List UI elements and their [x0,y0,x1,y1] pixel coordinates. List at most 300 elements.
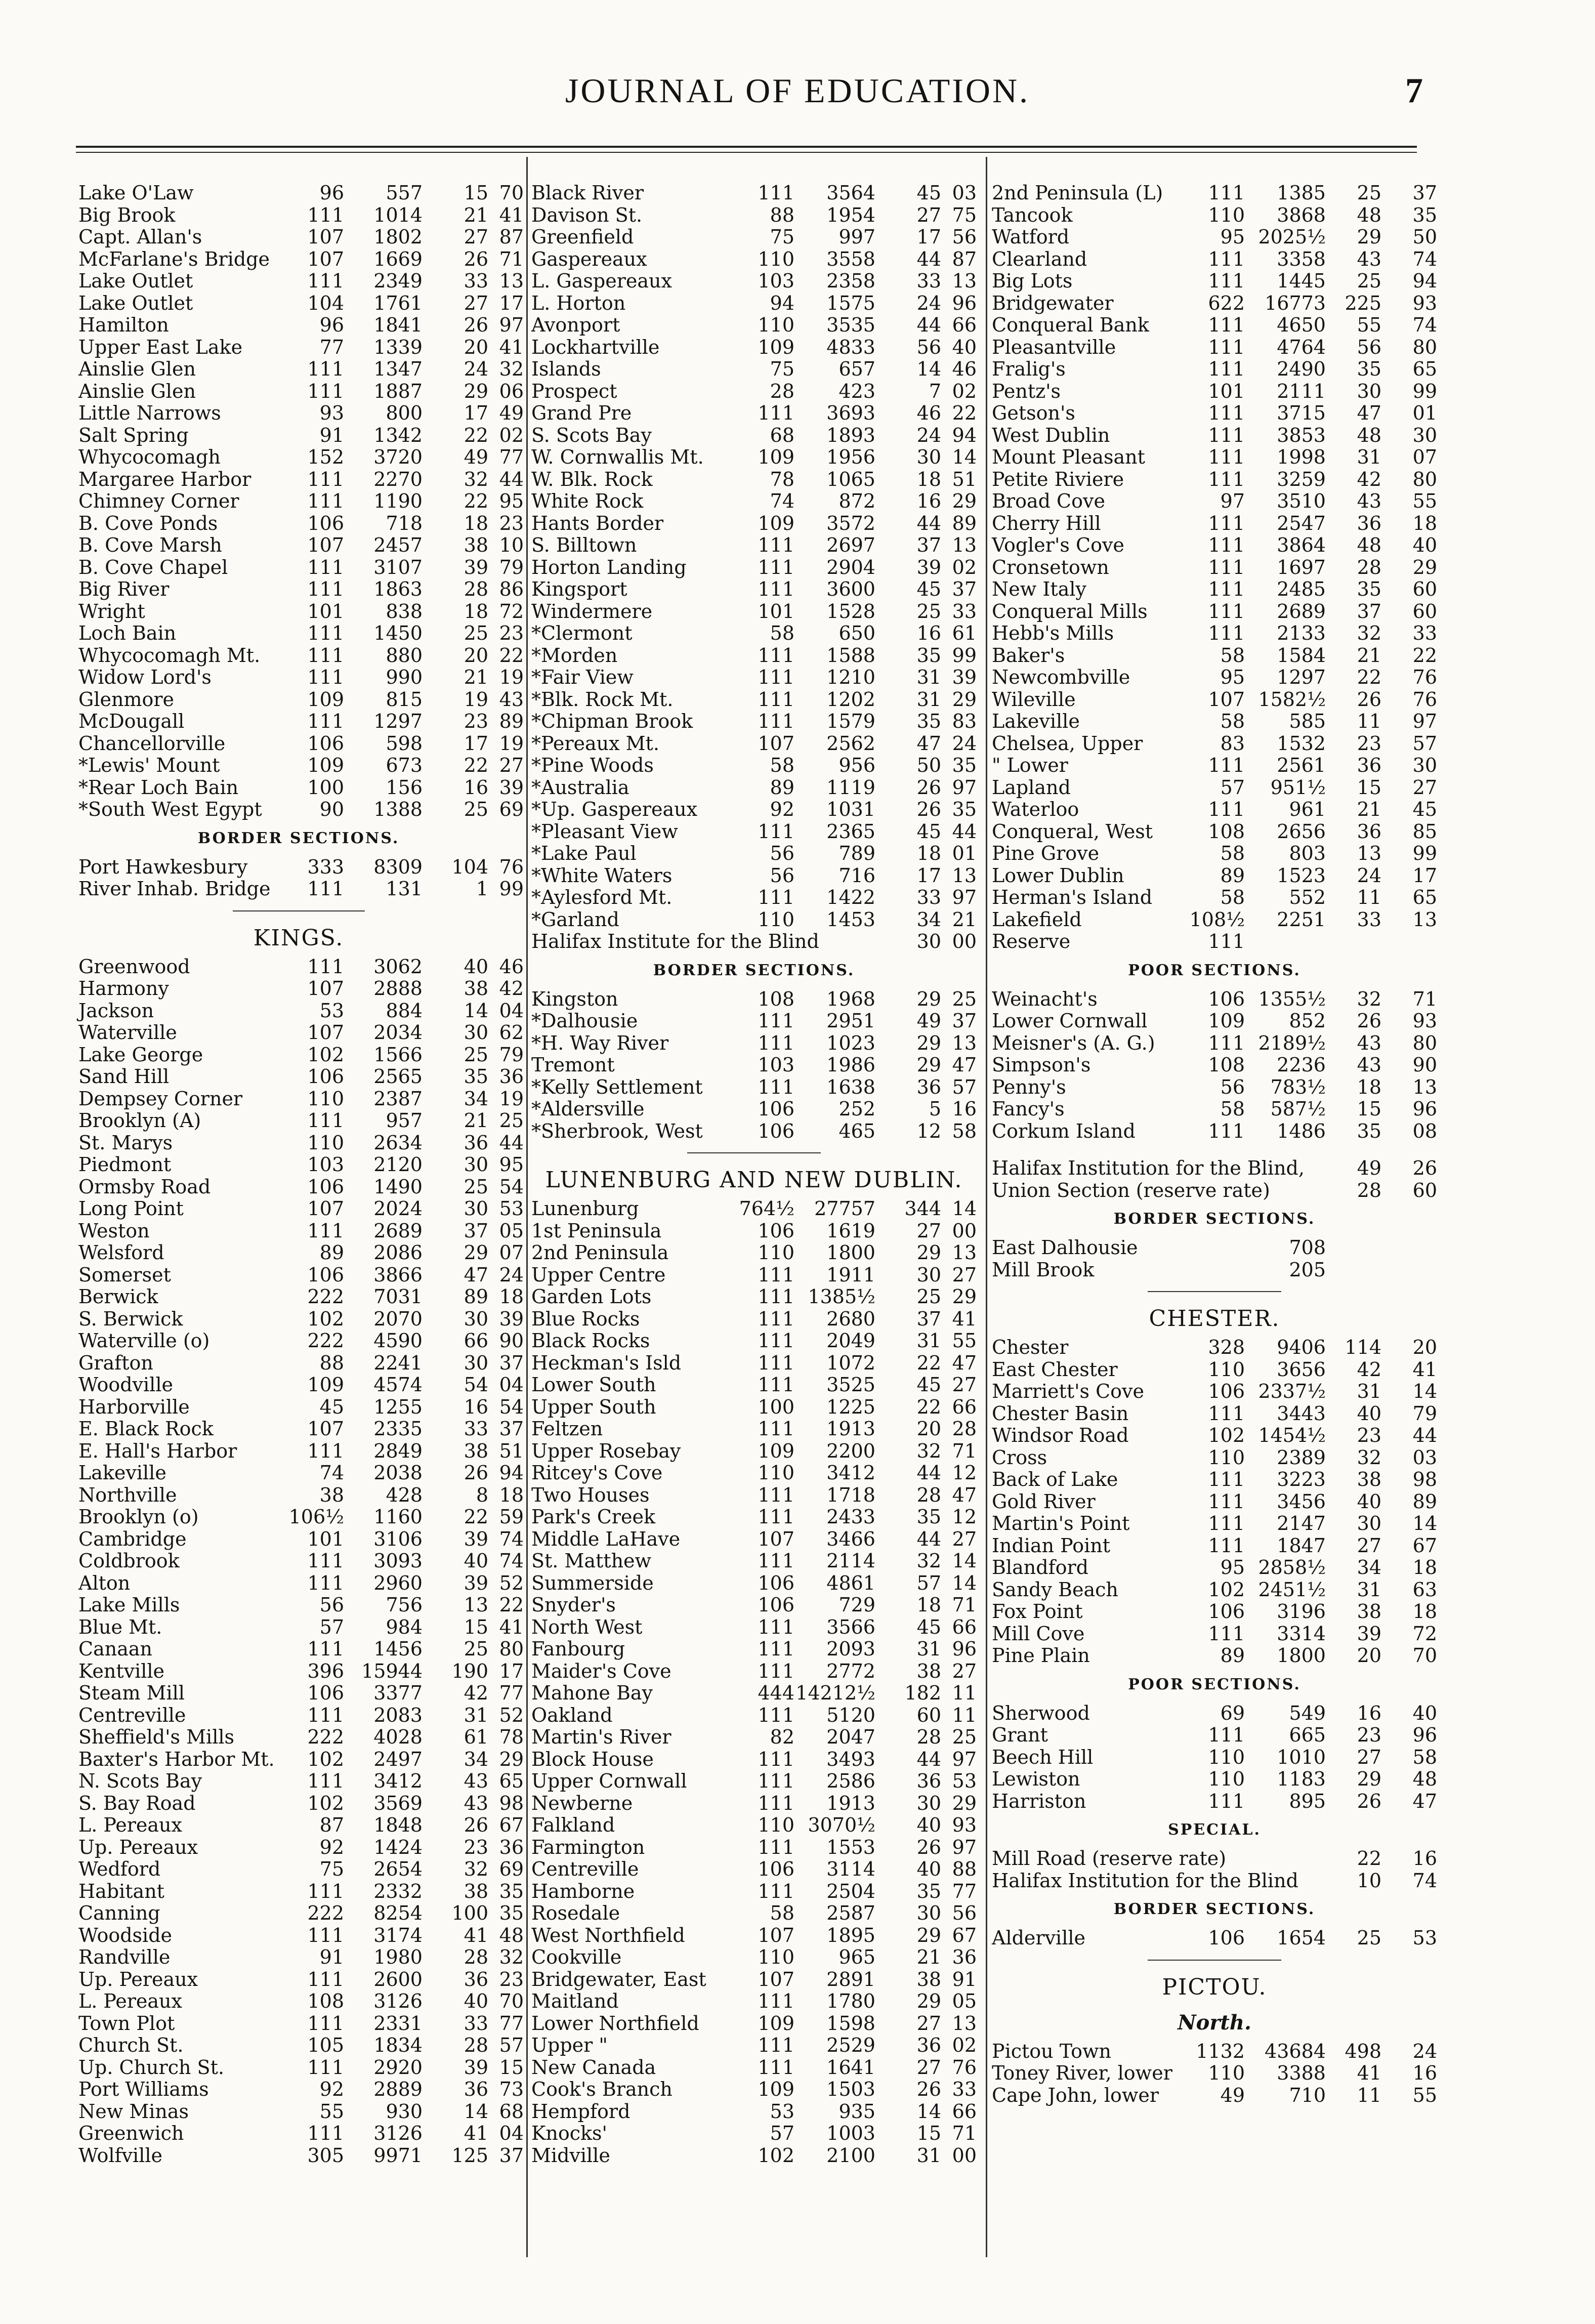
table-row [992,446,1437,469]
months-value: 106 [758,1219,794,1242]
cents-value: 55 [1412,2084,1437,2106]
cents-value: 90 [1412,1054,1437,1076]
days-value: 15944 [361,1659,423,1682]
dollars-value: 43 [1357,1031,1381,1054]
table-row [531,1462,977,1484]
table-row [531,711,977,733]
dollars-value: 38 [464,534,488,556]
section-name: Church St. [78,2034,184,2056]
dollars-value: 43 [1357,490,1381,512]
days-value: 1490 [373,1175,423,1198]
section-name: Cronsetown [992,556,1109,578]
table-row [531,1594,977,1616]
dollars-value: 48 [1357,424,1381,446]
table-row [531,490,977,513]
dollars-value: 25 [464,798,488,820]
dollars-value: 225 [1345,292,1381,314]
dollars-value: 26 [1357,688,1381,711]
months-value: 107 [758,1924,794,1946]
section-name: Upper South [531,1395,656,1418]
months-value: 111 [1208,1031,1245,1054]
cents-value: 37 [952,578,977,600]
section-name: New Canada [531,2056,656,2079]
section-name: Cambridge [78,1527,187,1550]
section-name: Alderville [992,1927,1085,1949]
table-row [992,1010,1437,1032]
dollars-value: 20 [464,336,488,358]
section-name: *Garland [531,908,619,931]
table-row [992,1425,1437,1447]
months-value: 111 [758,1418,794,1440]
months-value: 111 [307,955,344,978]
days-value: 716 [838,864,875,887]
section-name: Sherwood [992,1702,1090,1724]
cents-value: 27 [1412,776,1437,799]
section-name: Cross [992,1446,1047,1469]
dollars-value: 17 [464,732,488,755]
dollars-value: 23 [1357,1424,1381,1446]
dollars-value: 14 [464,2100,488,2123]
months-value: 78 [770,468,794,490]
months-value: 111 [1208,424,1245,446]
months-value: 111 [307,622,344,644]
section-name: Oakland [531,1704,613,1726]
months-value: 56 [319,1594,344,1616]
table-row [78,424,524,447]
months-value: 110 [307,1131,344,1154]
table-row [531,1010,977,1032]
table-row [992,821,1437,843]
dollars-value: 32 [1357,1446,1381,1469]
section-name: Clearland [992,247,1087,270]
dollars-value: 44 [916,314,941,336]
table-row [531,1120,977,1143]
cents-value: 06 [499,380,524,402]
months-value: 108 [1208,820,1245,843]
table-row [78,1792,524,1815]
months-value: 110 [1208,1358,1245,1381]
months-value: 94 [770,292,794,314]
days-value: 1968 [826,987,875,1010]
section-name: New Italy [992,578,1086,600]
days-value: 3866 [373,1263,423,1286]
section-name: Weston [78,1219,150,1242]
months-value: 107 [307,247,344,270]
section-heading: KINGS. [253,925,344,951]
table-row [78,1418,524,1440]
months-value: 111 [758,1374,794,1396]
days-value: 1911 [826,1263,875,1286]
cents-value: 04 [499,1374,524,1396]
dollars-value: 37 [1357,600,1381,622]
months-value: 111 [1208,358,1245,380]
cents-value: 54 [499,1175,524,1198]
cents-value: 75 [952,203,977,226]
cents-value: 27 [952,1659,977,1682]
cents-value: 25 [952,987,977,1010]
table-column [531,182,977,2167]
dollars-value: 28 [464,578,488,600]
days-value: 2656 [1277,820,1326,843]
days-value: 1532 [1277,732,1326,755]
cents-value: 94 [1412,270,1437,292]
cents-value: 48 [499,1924,524,1946]
days-value: 957 [386,1109,423,1132]
months-value: 110 [1208,1446,1245,1469]
section-name: Wolfville [78,2144,162,2167]
months-value: 111 [1208,1402,1245,1425]
table-row [531,534,977,557]
section-name: Martin's River [531,1726,671,1748]
days-value: 3868 [1277,203,1326,226]
table-row [992,381,1437,403]
cents-value: 69 [499,1858,524,1880]
cents-value: 77 [499,446,524,468]
dollars-value: 29 [464,1241,488,1264]
dollars-value: 35 [916,1880,941,1902]
months-value: 108 [307,1990,344,2012]
table-row [531,1528,977,1551]
months-value: 107 [307,534,344,556]
table-row [78,402,524,425]
dollars-value: 18 [916,842,941,864]
days-value: 2331 [373,2012,423,2035]
days-value: 3114 [826,1858,875,1880]
section-heading: LUNENBURG AND NEW DUBLIN. [545,1167,963,1193]
days-value: 4861 [826,1571,875,1594]
table-row [78,1021,524,1044]
days-value: 3443 [1277,1402,1326,1425]
months-value: 110 [758,247,794,270]
section-divider [992,1281,1437,1301]
section-name: Chancellorville [78,732,226,755]
section-name: Margaree Harbor [78,468,251,490]
table-row [78,292,524,315]
section-name: Fox Point [992,1600,1083,1623]
months-value: 111 [1208,1790,1245,1812]
section-name: Falkland [531,1814,615,1836]
days-value: 2565 [373,1065,423,1088]
days-value: 43684 [1265,2040,1326,2062]
section-name: Meisner's (A. G.) [992,1031,1155,1054]
months-value: 111 [758,688,794,711]
days-value: 428 [386,1483,423,1506]
days-value: 3572 [826,512,875,534]
section-name: Greenwood [78,955,190,978]
cents-value: 74 [499,1550,524,1572]
cents-value: 67 [1412,1534,1437,1557]
dollars-value: 31 [916,1638,941,1660]
days-value: 16773 [1265,292,1326,314]
table-row [78,1241,524,1264]
cents-value: 66 [952,2100,977,2123]
days-value: 1072 [826,1351,875,1374]
days-value: 1893 [826,424,875,446]
table-row [531,909,977,931]
cents-value: 60 [1412,1179,1437,1201]
table-row [531,1726,977,1749]
months-value: 110 [758,1462,794,1484]
days-value: 1619 [826,1219,875,1242]
months-value: 106 [758,1858,794,1880]
cents-value: 19 [499,732,524,755]
dollars-value: 42 [1357,1358,1381,1381]
cents-value: 60 [1412,578,1437,600]
table-row [531,1749,977,1771]
section-name: *Pleasant View [531,820,678,843]
cents-value: 33 [952,600,977,622]
days-value: 8309 [373,855,423,878]
dollars-value: 27 [464,226,488,248]
dollars-value: 26 [464,1462,488,1484]
days-value: 9971 [373,2144,423,2167]
section-name: Wright [78,600,145,622]
table-row [992,1469,1437,1491]
cents-value: 47 [952,1054,977,1076]
table-row [78,1153,524,1176]
table-row [531,1396,977,1419]
dollars-value: 24 [916,292,941,314]
months-value: 111 [758,644,794,667]
days-value: 1654 [1277,1927,1326,1949]
table-row [531,988,977,1011]
cents-value: 37 [499,1351,524,1374]
dollars-value: 25 [464,1175,488,1198]
summary-label: Halifax Institution for the Blind, [992,1157,1305,1179]
section-name: *Lewis' Mount [78,754,220,776]
table-row [531,2145,977,2167]
months-value: 58 [770,622,794,644]
days-value: 783½ [1270,1075,1326,1098]
days-value: 3864 [1277,534,1326,556]
days-value: 1014 [373,203,423,226]
dollars-value: 22 [1357,1847,1381,1870]
section-name: Big Brook [78,203,176,226]
dollars-value: 37 [916,1307,941,1330]
section-name: Conqueral Mills [992,600,1148,622]
dollars-value: 48 [1357,534,1381,556]
table-row [78,270,524,293]
table-row [992,1623,1437,1645]
months-value: 82 [770,1726,794,1748]
dollars-value: 30 [464,1153,488,1176]
dollars-value: 26 [916,776,941,799]
months-value: 111 [307,380,344,402]
section-name: S. Bay Road [78,1792,196,1814]
section-name: Park's Creek [531,1506,655,1528]
section-name: Harborville [78,1395,190,1418]
dollars-value: 38 [1357,1468,1381,1490]
days-value: 2100 [826,2144,875,2167]
months-value: 77 [319,336,344,358]
section-name: Knocks' [531,2122,607,2144]
table-row [992,1579,1437,1601]
days-value: 1582½ [1258,688,1326,711]
cents-value: 21 [952,908,977,931]
cents-value: 18 [499,1483,524,1506]
dollars-value: 36 [1357,512,1381,534]
cents-value: 40 [1412,1702,1437,1724]
days-value: 1638 [826,1075,875,1098]
section-name: Lakeville [78,1462,166,1484]
cents-value: 13 [952,2012,977,2035]
section-name: *White Waters [531,864,673,887]
cents-value: 29 [952,490,977,512]
dollars-value: 45 [916,182,941,204]
section-name: Blue Rocks [531,1307,640,1330]
table-row [531,821,977,843]
section-name: Port Williams [78,2078,209,2100]
dollars-value: 40 [464,955,488,978]
cents-value: 51 [952,468,977,490]
table-row [992,1447,1437,1469]
table-row [78,336,524,359]
months-value: 111 [307,2056,344,2079]
section-name: *Kelly Settlement [531,1075,703,1098]
table-row [531,865,977,887]
dollars-value: 44 [916,247,941,270]
days-value: 880 [386,644,423,667]
section-name: Greenwich [78,2122,184,2144]
cents-value: 23 [499,1968,524,1990]
cents-value: 13 [952,1241,977,1264]
cents-value: 68 [499,2100,524,2123]
dollars-value: 47 [916,732,941,755]
days-value: 2093 [826,1638,875,1660]
cents-value: 32 [499,358,524,380]
days-value: 3412 [373,1770,423,1792]
months-value: 111 [758,1351,794,1374]
days-value: 815 [386,688,423,711]
section-name: Gold River [992,1490,1096,1513]
dollars-value: 30 [464,1197,488,1220]
section-name: Steam Mill [78,1682,185,1704]
section-name: Welsford [78,1241,164,1264]
table-row [531,293,977,315]
cents-value: 22 [499,644,524,667]
months-value: 1132 [1196,2040,1245,2062]
section-name: Little Narrows [78,402,221,424]
table-row [531,601,977,623]
days-value: 3259 [1277,468,1326,490]
table-row [531,2013,977,2035]
days-value: 205 [1289,1258,1326,1281]
column-separator [986,157,987,2257]
days-value: 3358 [1277,247,1326,270]
dollars-value: 26 [464,1814,488,1836]
days-value: 1566 [373,1043,423,1066]
days-value: 4028 [373,1726,423,1748]
days-value: 965 [838,1946,875,1968]
dollars-value: 45 [916,1374,941,1396]
days-value: 1847 [1277,1534,1326,1557]
cents-value: 71 [952,1594,977,1616]
days-value: 956 [838,754,875,776]
months-value: 100 [307,776,344,799]
dollars-value: 29 [1357,1768,1381,1790]
table-row [992,645,1437,667]
dollars-value: 27 [916,2056,941,2079]
section-name: Grafton [78,1351,153,1374]
table-row [78,314,524,337]
section-name: Reserve [992,930,1071,952]
table-row [992,1703,1437,1725]
months-value: 111 [758,1506,794,1528]
months-value: 106 [307,1065,344,1088]
months-value: 111 [307,666,344,688]
days-value: 1119 [826,776,875,799]
section-name: Centreville [78,1704,186,1726]
table-row [78,203,524,227]
cents-value: 94 [952,424,977,446]
table-row [78,1990,524,2013]
table-row [992,1359,1437,1381]
months-value: 222 [307,1285,344,1308]
section-name: Lake O'Law [78,182,194,204]
cents-value: 80 [1412,336,1437,358]
section-name: Pine Grove [992,842,1100,864]
months-value: 111 [1208,512,1245,534]
table-row [992,909,1437,931]
table-row [992,843,1437,865]
cents-value: 96 [952,292,977,314]
dollars-value: 31 [1357,1578,1381,1601]
dollars-value: 36 [1357,820,1381,843]
section-name: Loch Bain [78,622,177,644]
days-value: 803 [1289,842,1326,864]
months-value: 110 [1208,1746,1245,1768]
table-row [992,490,1437,513]
dollars-value: 45 [916,820,941,843]
section-name: Port Hawkesbury [78,855,248,878]
months-value: 222 [307,1726,344,1748]
section-heading: CHESTER. [1149,1306,1280,1332]
cents-value: 14 [952,446,977,468]
dollars-value: 114 [1345,1336,1381,1358]
cents-value: 18 [1412,512,1437,534]
days-value: 2891 [826,1968,875,1990]
days-value: 3693 [826,402,875,424]
dollars-value: 14 [916,2100,941,2123]
dollars-value: 32 [464,1858,488,1880]
months-value: 90 [319,798,344,820]
table-row [531,2057,977,2079]
months-value: 103 [758,270,794,292]
dollars-value: 26 [464,314,488,336]
cents-value: 41 [952,1307,977,1330]
dollars-value: 38 [916,1968,941,1990]
dollars-value: 25 [1357,270,1381,292]
months-value: 111 [307,878,344,900]
section-name: Black River [531,182,644,204]
cents-value: 47 [1412,1790,1437,1812]
table-row [992,1927,1437,1949]
table-row [78,1748,524,1771]
days-value: 4764 [1277,336,1326,358]
days-value: 1503 [826,2078,875,2100]
summary-label: Mill Road (reserve rate) [992,1847,1227,1870]
days-value: 3314 [1277,1622,1326,1645]
cents-value: 37 [499,2144,524,2167]
months-value: 110 [1208,1768,1245,1790]
summary-row [531,931,977,953]
months-value: 49 [1220,2084,1245,2106]
dollars-value: 22 [464,490,488,512]
section-name: Upper " [531,2034,608,2056]
months-value: 55 [319,2100,344,2123]
months-value: 75 [770,226,794,248]
table-row [992,1513,1437,1535]
